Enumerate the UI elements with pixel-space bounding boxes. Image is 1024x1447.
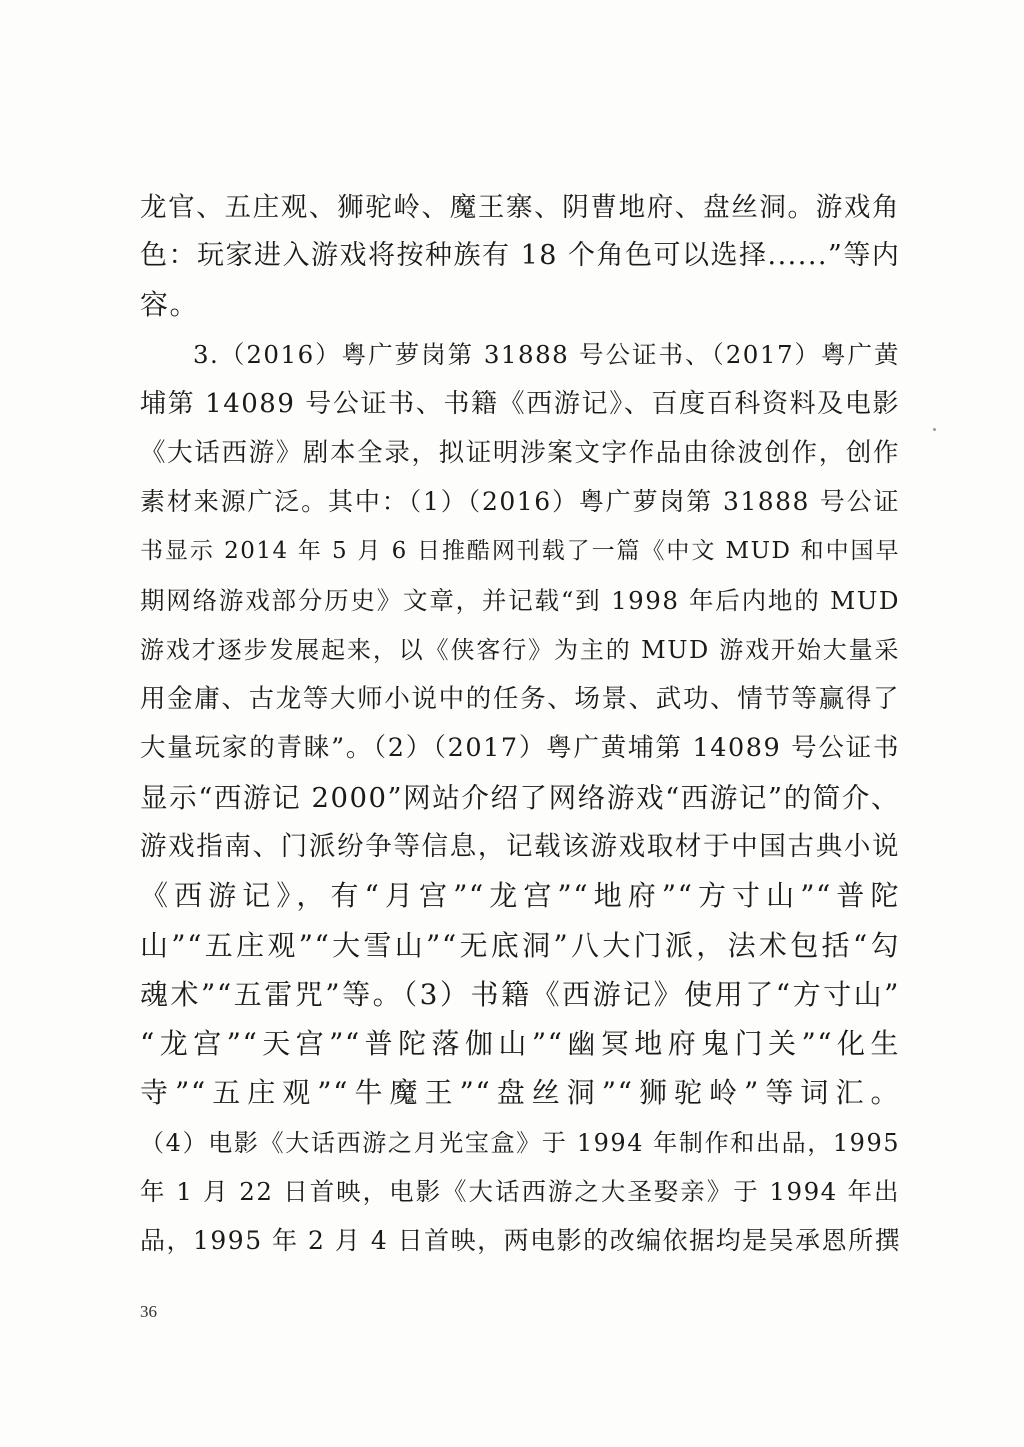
- text-line-19: 寺”“五庄观”“牛魔王”“盘丝洞”“狮驼岭”等词汇。: [140, 1076, 900, 1109]
- page-number: 36: [140, 1302, 157, 1321]
- text-line-11: 用金庸、古龙等大师小说中的任务、场景、武功、情节等赢得了: [140, 684, 900, 714]
- text-line-22: 品，1995 年 2 月 4 日首映，两电影的改编依据均是吴承恩所撰: [140, 1226, 902, 1255]
- text-line-10: 游戏才逐步发展起来，以《侠客行》为主的 MUD 游戏开始大量采: [140, 636, 900, 664]
- text-line-4: 3.（2016）粤广萝岗第 31888 号公证书、（2017）粤广黄: [140, 340, 900, 369]
- text-line-6: 《大话西游》剧本全录，拟证明涉案文字作品由徐波创作，创作: [140, 438, 900, 468]
- text-line-5: 埔第 14089 号公证书、书籍《西游记》、百度百科资料及电影: [140, 389, 900, 419]
- text-line-15: 《西游记》，有“月宫”“龙宫”“地府”“方寸山”“普陀: [140, 879, 900, 912]
- text-line-18: “龙宫”“天宫”“普陀落伽山”“幽冥地府鬼门关”“化生: [140, 1027, 900, 1060]
- text-line-17: 魂术”“五雷咒”等。（3）书籍《西游记》使用了“方寸山”: [140, 978, 900, 1011]
- text-line-12: 大量玩家的青睐”。（2）（2017）粤广黄埔第 14089 号公证书: [140, 733, 900, 763]
- text-line-13: 显示“西游记 2000”网站介绍了网络游戏“西游记”的简介、: [140, 782, 900, 814]
- text-line-7: 素材来源广泛。其中：（1）（2016）粤广萝岗第 31888 号公证: [140, 487, 901, 516]
- scan-speck: [933, 428, 936, 431]
- text-line-3: 容。: [140, 288, 200, 321]
- text-line-20: （4）电影《大话西游之月光宝盒》于 1994 年制作和出品，1995: [140, 1129, 900, 1157]
- text-line-14: 游戏指南、门派纷争等信息，记载该游戏取材于中国古典小说: [140, 831, 900, 862]
- text-line-16: 山”“五庄观”“大雪山”“无底洞”八大门派，法术包括“勾: [140, 929, 900, 962]
- text-line-2: 色：玩家进入游戏将按种族有 18 个角色可以选择......”等内: [140, 240, 901, 271]
- text-line-8: 书显示 2014 年 5 月 6 日推酷网刊载了一篇《中文 MUD 和中国早: [140, 538, 900, 564]
- text-line-9: 期网络游戏部分历史》文章，并记载“到 1998 年后内地的 MUD: [140, 586, 900, 615]
- text-line-1: 龙官、五庄观、狮驼岭、魔王寨、阴曹地府、盘丝洞。游戏角: [140, 192, 900, 223]
- text-line-21: 年 1 月 22 日首映，电影《大话西游之大圣娶亲》于 1994 年出: [140, 1177, 900, 1206]
